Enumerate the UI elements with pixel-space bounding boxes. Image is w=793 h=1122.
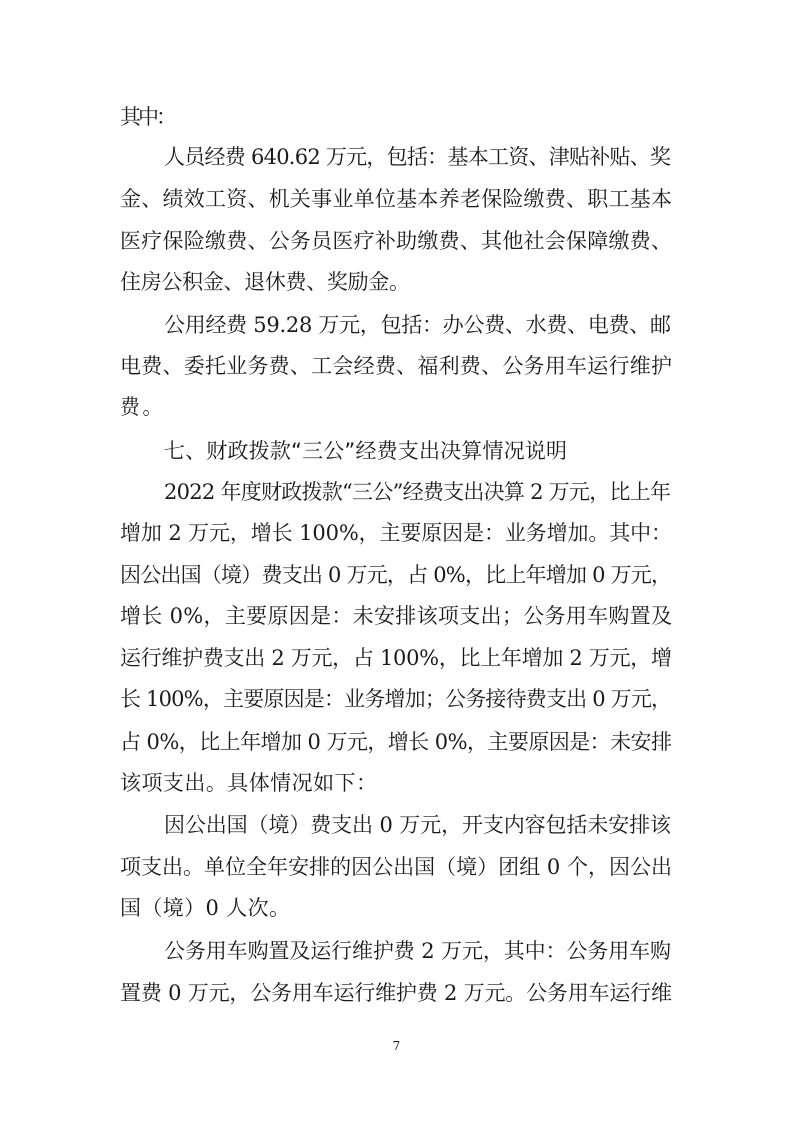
line-text: 公务用车购置及运行维护费 2 万元，其中：公务用车购 — [164, 939, 671, 963]
heading-text: 七、财政拨款“三公”经费支出决算情况说明 — [164, 439, 568, 463]
text-line — [0, 936, 793, 966]
text-line — [0, 226, 793, 256]
line-text: 国（境）0 人次。 — [120, 896, 291, 920]
page-number: 7 — [392, 1039, 401, 1053]
text-line — [0, 518, 793, 548]
text-line — [0, 978, 793, 1008]
line-text: 占 0%，比上年增加 0 万元，增长 0%，主要原因是：未安排 — [120, 730, 672, 754]
text-line — [0, 893, 793, 923]
text-line — [0, 684, 793, 714]
line-text: 增长 0%，主要原因是：未安排该项支出；公务用车购置及 — [120, 604, 673, 628]
text-line — [0, 351, 793, 381]
line-text: 该项支出。具体情况如下： — [120, 771, 378, 795]
line-text: 人员经费 640.62 万元，包括：基本工资、津贴补贴、奖 — [164, 145, 671, 169]
text-line — [0, 102, 793, 132]
line-text: 住房公积金、退休费、奖励金。 — [120, 270, 410, 294]
text-line — [0, 768, 793, 798]
line-text: 因公出国（境）费支出 0 万元，占 0%，比上年增加 0 万元， — [120, 563, 672, 587]
line-text: 医疗保险缴费、公务员医疗补助缴费、其他社会保障缴费、 — [120, 229, 673, 253]
line-text: 因公出国（境）费支出 0 万元，开支内容包括未安排该 — [164, 813, 671, 837]
line-text: 长 100%，主要原因是：业务增加；公务接待费支出 0 万元， — [120, 687, 672, 711]
text-line — [0, 727, 793, 757]
text-line — [0, 477, 793, 507]
text-line — [0, 142, 793, 172]
line-text: 费。 — [120, 395, 165, 419]
line-text: 其中： — [120, 105, 174, 129]
line-text: 项支出。单位全年安排的因公出国（境）团组 0 个，因公出 — [120, 855, 673, 879]
text-line — [0, 601, 793, 631]
text-line — [0, 810, 793, 840]
text-line — [0, 310, 793, 340]
text-line — [0, 643, 793, 673]
text-line — [0, 267, 793, 297]
line-text: 2022 年度财政拨款“三公”经费支出决算 2 万元，比上年 — [164, 480, 671, 504]
line-text: 置费 0 万元，公务用车运行维护费 2 万元。公务用车运行维 — [120, 981, 672, 1005]
text-line — [0, 560, 793, 590]
line-text: 运行维护费支出 2 万元，占 100%，比上年增加 2 万元，增 — [120, 646, 672, 670]
text-line — [0, 392, 793, 422]
line-text: 公用经费 59.28 万元，包括：办公费、水费、电费、邮 — [164, 313, 671, 337]
line-text: 电费、委托业务费、工会经费、福利费、公务用车运行维护 — [120, 354, 673, 378]
text-line — [0, 852, 793, 882]
line-text: 增加 2 万元，增长 100%，主要原因是：业务增加。其中： — [120, 521, 672, 545]
section-heading — [0, 436, 793, 466]
text-line — [0, 184, 793, 214]
line-text: 金、绩效工资、机关事业单位基本养老保险缴费、职工基本 — [120, 187, 673, 211]
